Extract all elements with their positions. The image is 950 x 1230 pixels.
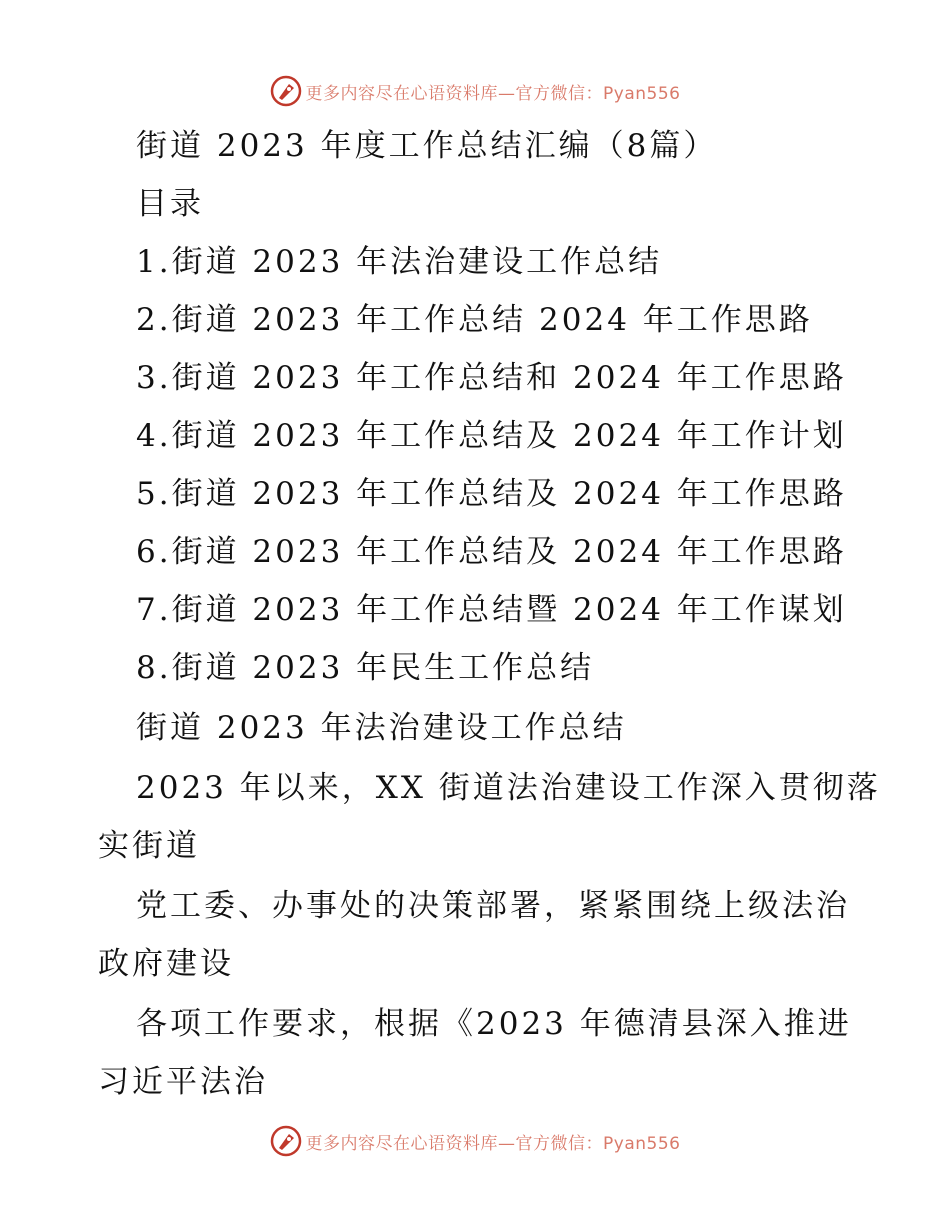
body-paragraph-line: 2023 年以来，XX 街道法治建设工作深入贯彻落 [136,770,881,806]
toc-item: 1.街道 2023 年法治建设工作总结 [136,244,663,280]
toc-item: 2.街道 2023 年工作总结 2024 年工作思路 [136,302,813,338]
pen-nib-logo-icon [270,1125,302,1157]
toc-item: 5.街道 2023 年工作总结及 2024 年工作思路 [136,476,847,512]
toc-item: 6.街道 2023 年工作总结及 2024 年工作思路 [136,534,847,570]
pen-nib-logo-icon [270,75,302,107]
body-paragraph-line: 党工委、办事处的决策部署，紧紧围绕上级法治 [136,888,850,924]
body-paragraph-line: 实街道 [98,828,200,864]
document-title: 街道 2023 年度工作总结汇编（8篇） [136,128,718,164]
body-paragraph-line: 习近平法治 [98,1064,268,1100]
body-paragraph-line: 各项工作要求，根据《2023 年德清县深入推进 [136,1006,852,1042]
toc-heading: 目录 [136,186,204,222]
header-watermark [0,71,950,111]
toc-item: 4.街道 2023 年工作总结及 2024 年工作计划 [136,418,847,454]
body-paragraph-line: 政府建设 [98,946,234,982]
toc-item: 8.街道 2023 年民生工作总结 [136,650,595,686]
toc-item: 3.街道 2023 年工作总结和 2024 年工作思路 [136,360,847,396]
section-title: 街道 2023 年法治建设工作总结 [136,710,627,746]
watermark-text: 更多内容尽在心语资料库—官方微信：Pyan556 [305,1133,681,1154]
toc-item: 7.街道 2023 年工作总结暨 2024 年工作谋划 [136,592,847,628]
footer-watermark [0,1121,950,1161]
watermark-text: 更多内容尽在心语资料库—官方微信：Pyan556 [305,83,681,104]
